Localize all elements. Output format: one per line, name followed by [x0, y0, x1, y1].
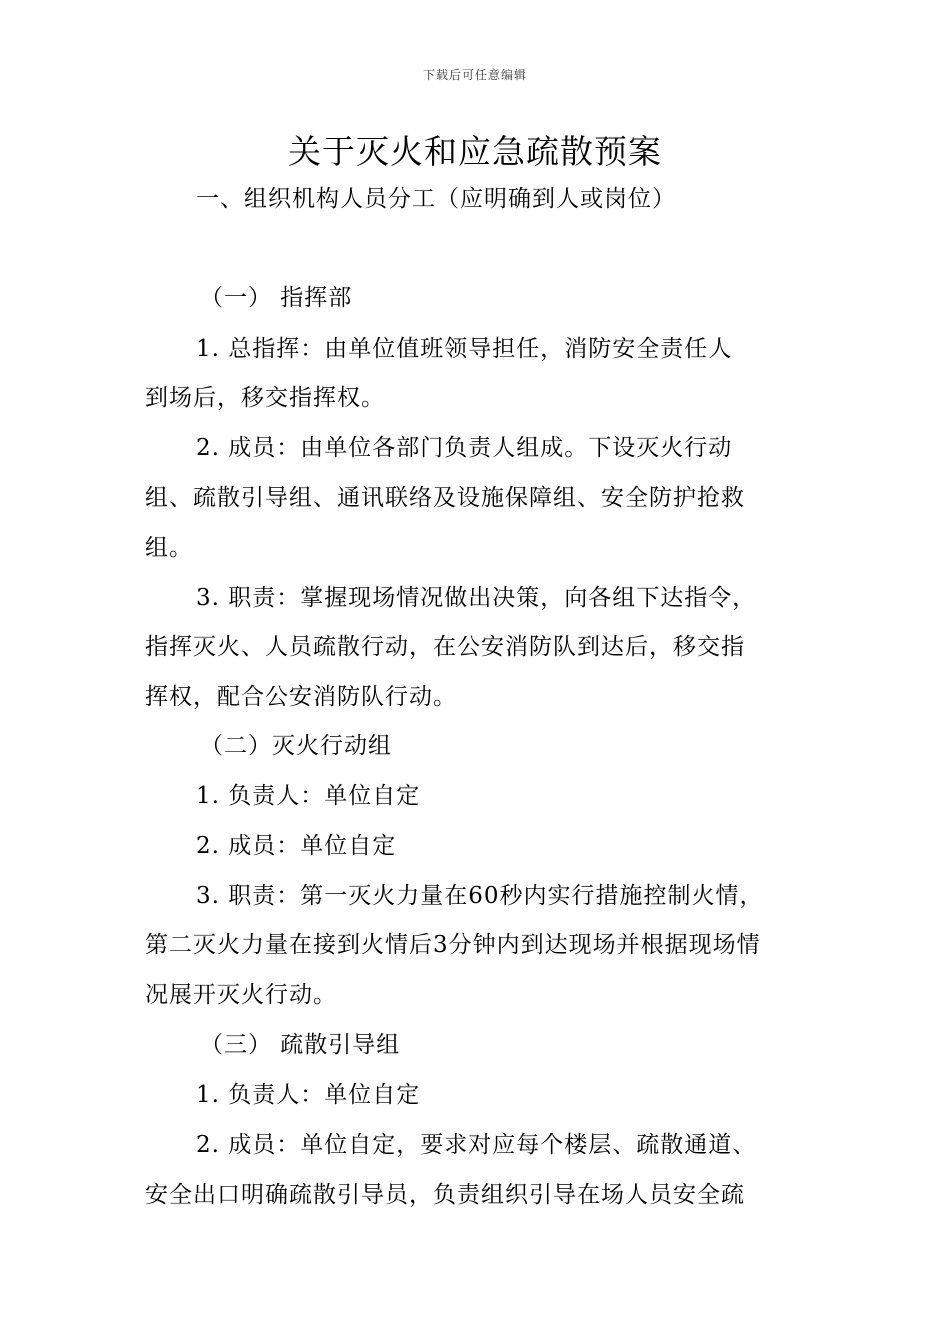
body-line: 3. 职责：掌握现场情况做出决策，向各组下达指令， [196, 585, 757, 611]
document-title: 关于灭火和应急疏散预案 [288, 132, 662, 171]
body-line: 安全出口明确疏散引导员，负责组织引导在场人员安全疏 [145, 1182, 745, 1208]
body-line: 组、疏散引导组、通讯联络及设施保障组、安全防护抢救 [145, 485, 745, 511]
body-line: 况展开灭火行动。 [145, 982, 337, 1008]
body-line: （三） 疏散引导组 [200, 1032, 401, 1058]
body-line: 2. 成员：单位自定，要求对应每个楼层、疏散通道、 [196, 1132, 757, 1158]
body-line: 指挥灭火、人员疏散行动，在公安消防队到达后，移交指 [145, 634, 745, 660]
body-line: 2. 成员：由单位各部门负责人组成。下设灭火行动 [196, 435, 733, 461]
body-line: 挥权，配合公安消防队行动。 [145, 684, 457, 710]
section-heading: 一、组织机构人员分工（应明确到人或岗位） [196, 186, 676, 212]
body-line: 组。 [145, 535, 193, 561]
header-note: 下载后可任意编辑 [422, 68, 527, 82]
body-line: （一） 指挥部 [200, 285, 353, 311]
body-line: 第二灭火力量在接到火情后3分钟内到达现场并根据现场情 [145, 932, 761, 958]
body-line: 1. 负责人：单位自定 [196, 1082, 421, 1108]
body-line: 1. 总指挥：由单位值班领导担任，消防安全责任人 [196, 336, 733, 362]
body-line: 2. 成员：单位自定 [196, 833, 397, 859]
body-line: （二）灭火行动组 [200, 733, 392, 759]
body-line: 1. 负责人：单位自定 [196, 783, 421, 809]
body-line: 3. 职责：第一灭火力量在60秒内实行措施控制火情， [196, 883, 764, 909]
body-line: 到场后，移交指挥权。 [145, 385, 385, 411]
